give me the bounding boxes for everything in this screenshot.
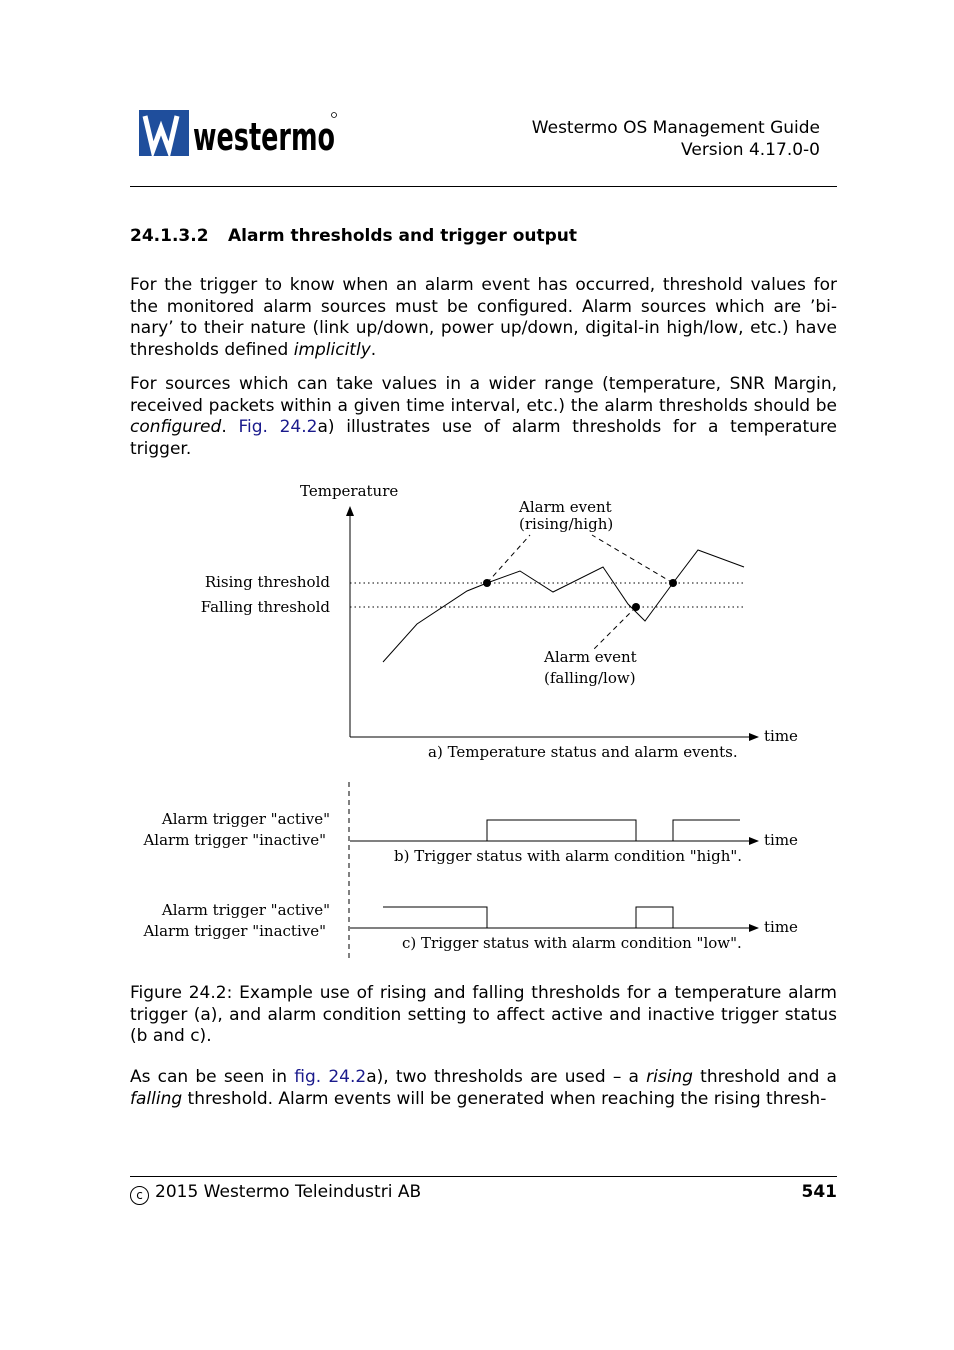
section-number: 24.1.3.2 [130, 226, 209, 246]
page-number: 541 [801, 1182, 837, 1202]
alarm-low-label-2: (falling/low) [544, 669, 636, 687]
active-label-c: Alarm trigger "active" [161, 901, 330, 919]
active-label-b: Alarm trigger "active" [161, 810, 330, 828]
alarm-low-pointer [592, 607, 636, 651]
header-rule [130, 186, 837, 187]
alarm-high-label-2: (rising/high) [519, 515, 614, 533]
section-title: Alarm thresholds and trigger output [228, 226, 578, 246]
alarm-high-label-1: Alarm event [519, 498, 612, 516]
figure-diagram [130, 475, 837, 975]
p3-text-c: threshold and a [692, 1067, 837, 1087]
inactive-label-c: Alarm trigger "inactive" [143, 922, 326, 940]
alarm-high-pointer-2 [592, 535, 673, 583]
logo-graphic [139, 110, 339, 158]
caption-c: c) Trigger status with alarm condition "low". [402, 934, 742, 952]
trigger-b-pulse-1 [487, 820, 636, 841]
p2-text-c: a) illustrates use of alarm thresholds for a temperature trigger. [130, 417, 837, 460]
doc-version: Version 4.17.0-0 [681, 140, 820, 160]
logo-wordmark: westermo [193, 115, 335, 159]
p1-text: For the trigger to know when an alarm event has occurred, threshold values for the monitored alarm sources must be configured. Alarm sources which are ’bi-nary’ to their nature (link up/down, power up/down, digital-in high/low, etc.) have thresholds defined [130, 275, 837, 361]
time-label-b: time [764, 831, 798, 849]
paragraph-3 [130, 1067, 837, 1110]
paragraph-2 [130, 374, 837, 461]
copyright-text: 2015 Westermo Teleindustri AB [155, 1182, 422, 1202]
alarm-high-pointer-1 [487, 535, 530, 583]
p3-text-a: As can be seen in [130, 1067, 295, 1087]
p3-emphasis-rising: rising [646, 1067, 693, 1087]
caption-b: b) Trigger status with alarm condition "high". [394, 847, 743, 865]
trigger-c-pulse-2 [636, 907, 673, 928]
p1-end: . [370, 340, 377, 361]
figure-link-2[interactable]: fig. 24.2 [294, 1067, 367, 1087]
westermo-logo [139, 110, 339, 158]
doc-title: Westermo OS Management Guide [531, 118, 820, 138]
p2-emphasis: configured [130, 417, 222, 438]
temperature-curve [383, 550, 744, 662]
footer-rule [130, 1176, 837, 1177]
falling-threshold-label: Falling threshold [200, 598, 330, 616]
p3-text-b: a), two thresholds are used – a [366, 1067, 647, 1087]
trigger-c-pulse-1 [383, 907, 487, 928]
time-label-c: time [764, 918, 798, 936]
p3-emphasis-falling: falling [130, 1088, 183, 1109]
page-footer [130, 1182, 837, 1205]
p1-emphasis: implicitly [293, 340, 371, 361]
copyright-icon: c [130, 1186, 149, 1205]
trigger-b-pulse-2 [673, 820, 740, 841]
p2-text-b: . [221, 417, 239, 438]
p3-text-d: threshold. Alarm events will be generated when reaching the rising thresh- [182, 1088, 827, 1109]
figure-caption: Figure 24.2: Example use of rising and falling thresholds for a temperature alarm trigger (a), and alarm condition setting to affect active and inactive trigger status (b and c). [130, 983, 837, 1047]
figure-24-2 [130, 475, 837, 975]
inactive-label-b: Alarm trigger "inactive" [143, 831, 326, 849]
paragraph-1 [130, 275, 837, 362]
section-heading [130, 226, 577, 246]
document-header [532, 117, 820, 161]
p2-text-a: For sources which can take values in a wider range (temperature, SNR Margin, received packets within a given time interval, etc.) the alarm thresholds should be [130, 374, 837, 416]
alarm-low-label-1: Alarm event [544, 648, 637, 666]
rising-threshold-label: Rising threshold [204, 573, 330, 591]
y-axis-label: Temperature [300, 482, 399, 500]
caption-a: a) Temperature status and alarm events. [428, 743, 738, 761]
figure-link[interactable]: Fig. 24.2 [238, 417, 318, 438]
time-label-a: time [764, 727, 798, 745]
